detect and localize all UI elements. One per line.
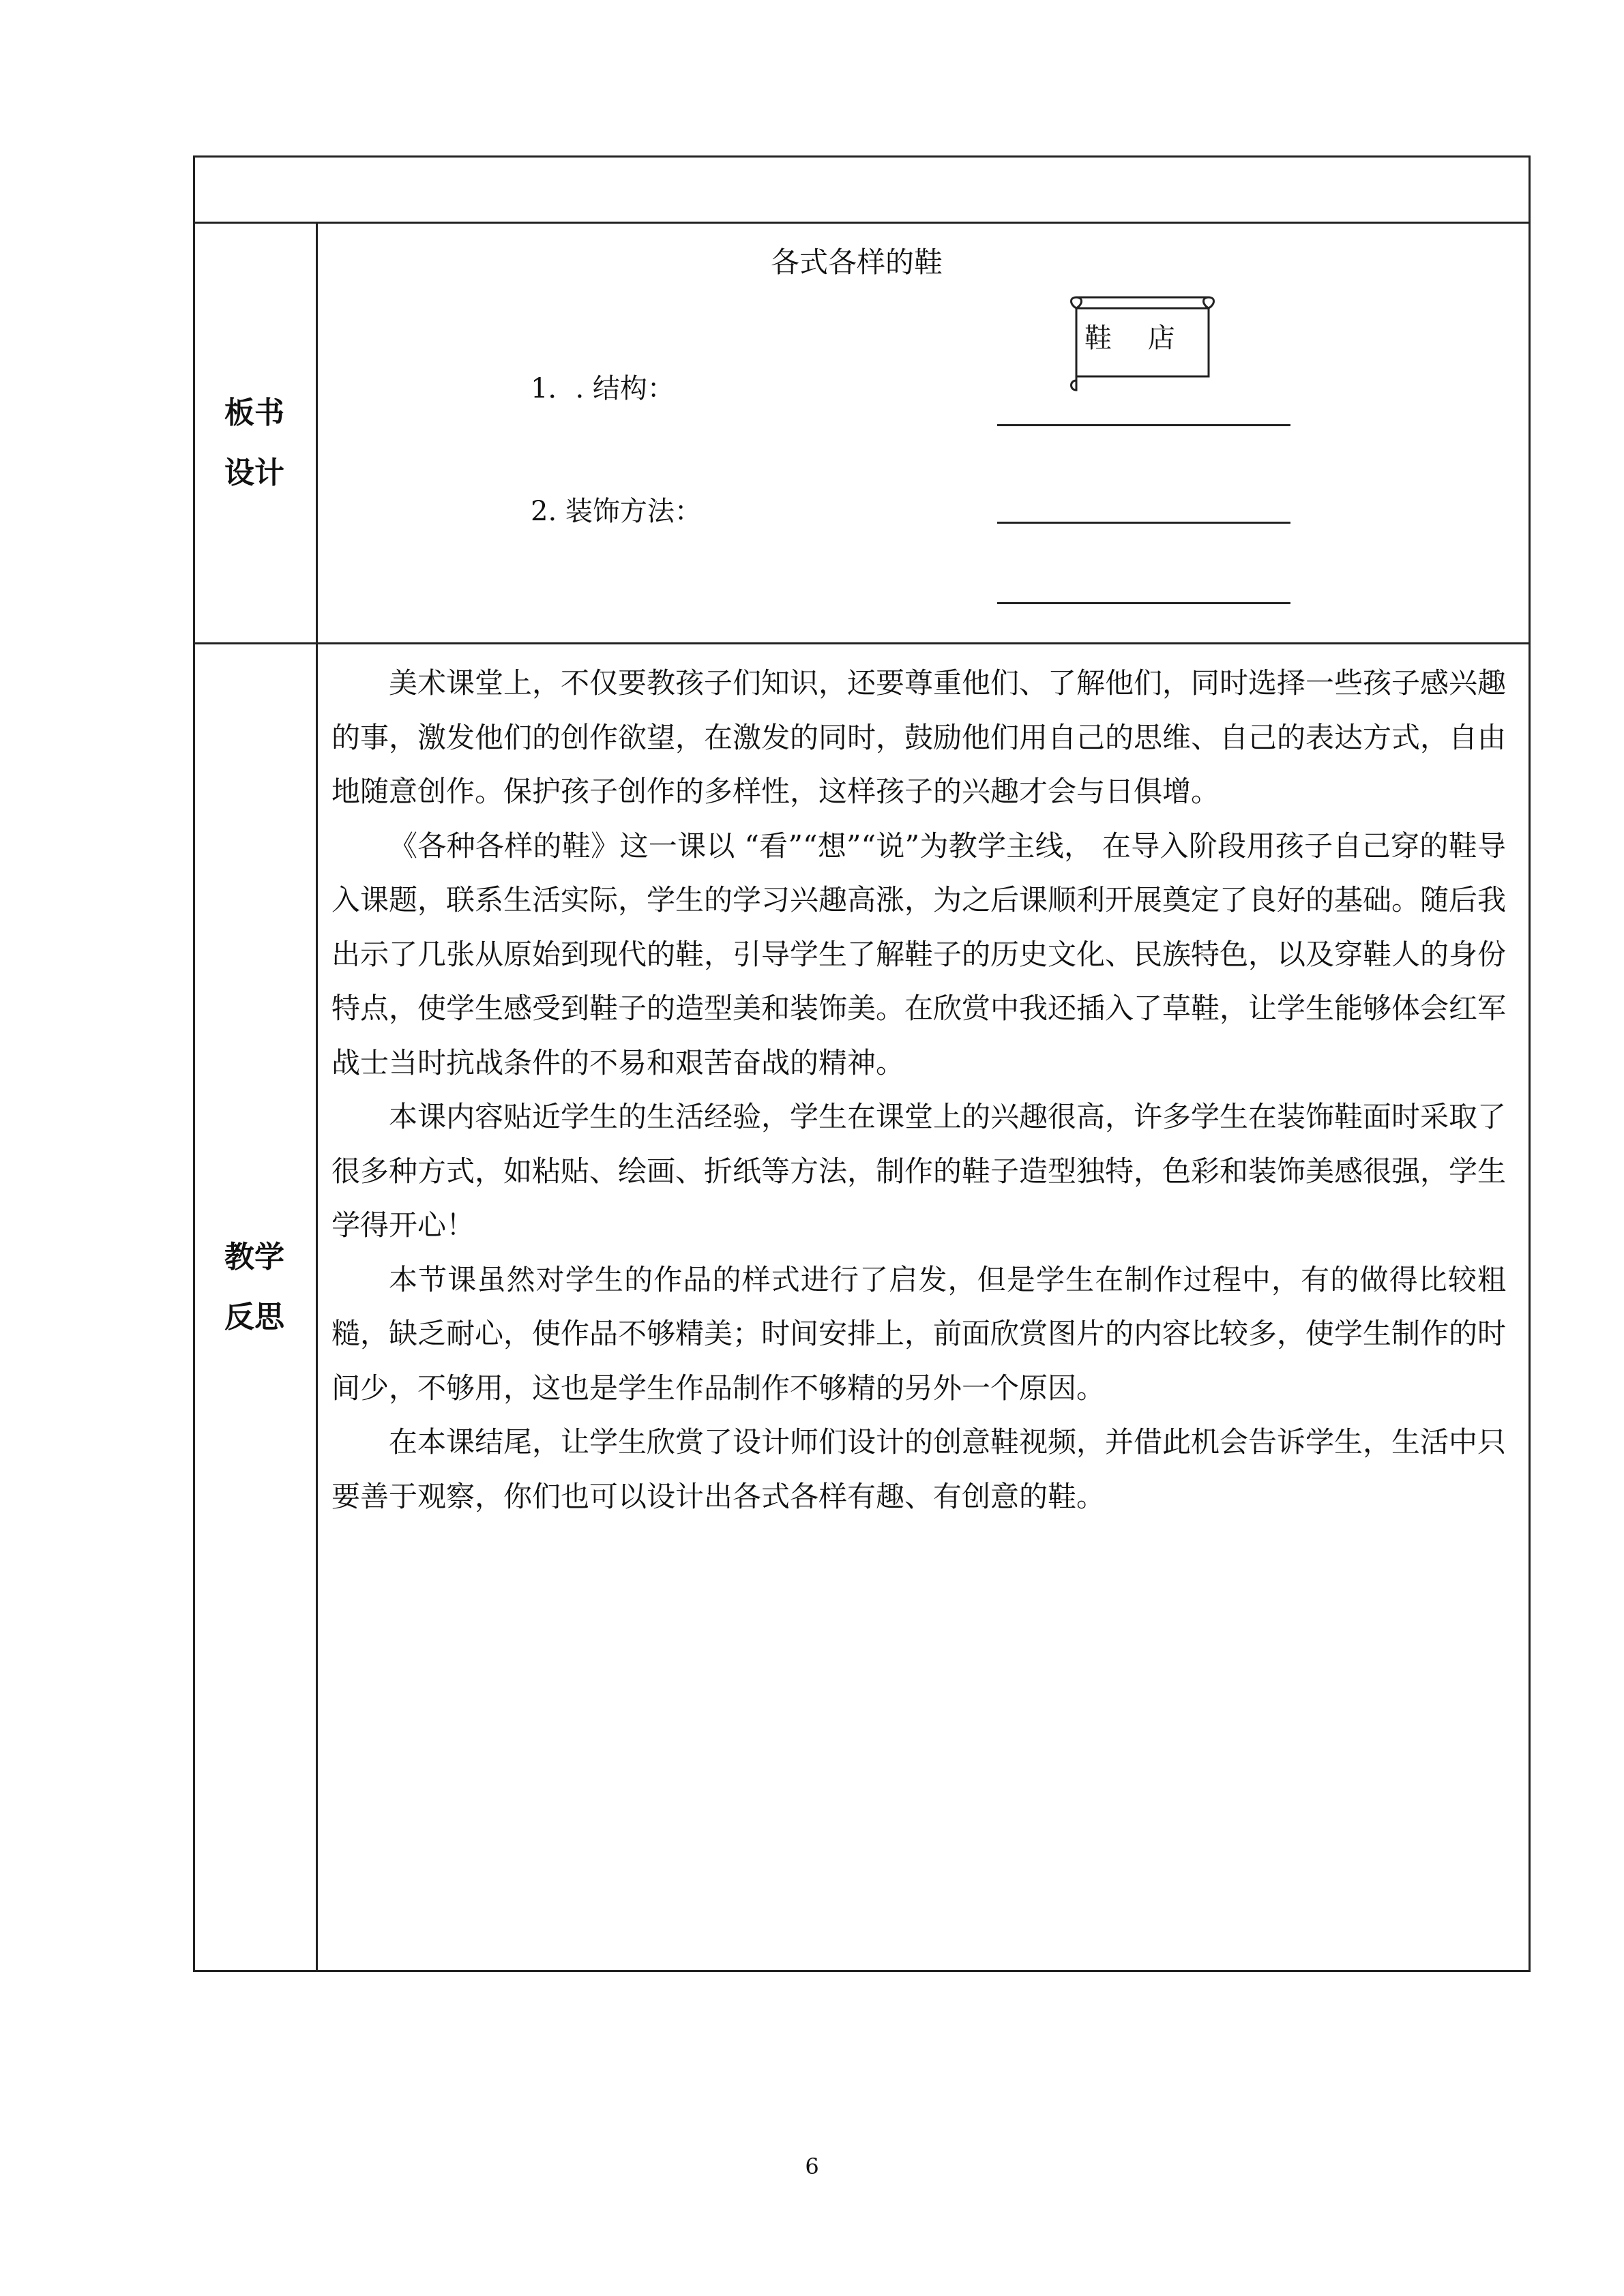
blank-line-2: [997, 522, 1290, 524]
blank-line-3: [997, 602, 1290, 604]
table-row-divider-2: [193, 642, 1531, 644]
table-row-divider-1: [193, 222, 1531, 224]
table-column-divider: [316, 222, 318, 1972]
reflection-paragraph-5: 在本课结尾，让学生欣赏了设计师们设计的创意鞋视频，并借此机会告诉学生，生活中只要善于观察，你们也可以设计出各式各样有趣、有创意的鞋。: [331, 1425, 1507, 1513]
reflection-text: [331, 656, 1506, 1523]
table-top-border: [193, 155, 1531, 158]
board-item-decoration: 2. 装饰方法：: [531, 496, 702, 527]
table-left-border: [193, 155, 195, 1972]
board-design-label: [196, 383, 312, 503]
blank-line-1: [997, 424, 1290, 426]
reflection-paragraph-3: 本课内容贴近学生的生活经验，学生在课堂上的兴趣很高，许多学生在装饰鞋面时采取了很多种方式，如粘贴、绘画、折纸等方法，制作的鞋子造型独特，色彩和装饰美感很强，学生学得开心！: [331, 1100, 1507, 1242]
reflection-label-line1: 教学: [224, 1240, 284, 1274]
page-number: 6: [805, 2153, 819, 2179]
reflection-paragraph-2: 《各种各样的鞋》这一课以 “看”“想”“说”为教学主线， 在导入阶段用孩子自己穿的鞋导入课题，联系生活实际，学生的学习兴趣高涨，为之后课顺利开展奠定了良好的基础。随后我出示了几张从原始到现代的鞋，引导学生了解鞋子的历史文化、民族特色，以及穿鞋人的身份特点，使学生感受到鞋子的造型美和装饰美。在欣赏中我还插入了草鞋，让学生能够体会红军战士当时抗战条件的不易和艰苦奋战的精神。: [331, 829, 1507, 1079]
shop-sign-text: 鞋 店: [1084, 323, 1189, 354]
table-bottom-border: [193, 1970, 1531, 1972]
board-title: 各式各样的鞋: [771, 245, 943, 279]
shop-sign: [1064, 295, 1221, 397]
board-design-label-line2: 设计: [224, 456, 284, 490]
table-right-border: [1529, 155, 1531, 1972]
board-design-label-line1: 板书: [224, 396, 284, 430]
reflection-paragraph-1: 美术课堂上，不仅要教孩子们知识，还要尊重他们、了解他们，同时选择一些孩子感兴趣的事，激发他们的创作欲望，在激发的同时，鼓励他们用自己的思维、自己的表达方式，自由地随意创作。保护孩子创作的多样性，这样孩子的兴趣才会与日俱增。: [331, 666, 1507, 808]
reflection-label: [196, 1227, 312, 1347]
reflection-paragraph-4: 本节课虽然对学生的作品的样式进行了启发，但是学生在制作过程中，有的做得比较粗糙，缺乏耐心，使作品不够精美；时间安排上，前面欣赏图片的内容比较多，使学生制作的时间少，不够用，这也是学生作品制作不够精的另外一个原因。: [331, 1262, 1507, 1405]
board-item-structure: 1．. 结构：: [531, 373, 675, 404]
reflection-label-line2: 反思: [224, 1300, 284, 1335]
